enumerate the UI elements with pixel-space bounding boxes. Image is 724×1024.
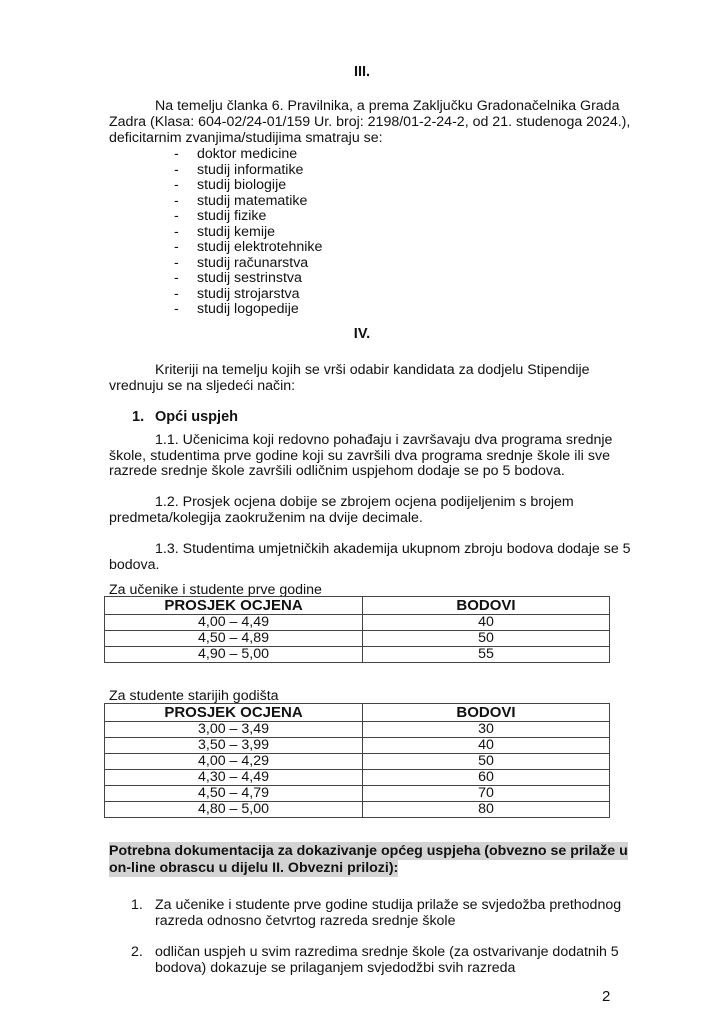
column-header-grade-average: PROSJEK OCJENA [105,704,363,722]
table-row [105,647,610,663]
grade-range-cell: 3,50 – 3,99 [105,738,363,754]
table-row [105,615,610,631]
grade-table-first-year [104,596,610,663]
grade-range-cell: 4,50 – 4,79 [105,786,363,802]
grade-range-cell: 4,00 – 4,49 [105,615,363,631]
table-row [105,722,610,738]
column-header-points: BODOVI [363,597,610,615]
points-cell: 50 [363,754,610,770]
grade-range-cell: 4,90 – 5,00 [105,647,363,663]
paragraph-1-1-line-3: razrede srednje škole završili odličnim uspjehom dodaje se po 5 bodova. [109,463,565,479]
section4-intro-line-2: vrednuju se na sljedeći način: [109,378,296,394]
list-item-text: studij kemije [197,224,276,240]
list-item-text: studij sestrinstva [197,270,302,286]
bullet-dash: - [174,255,179,271]
grade-range-cell: 4,00 – 4,29 [105,754,363,770]
bullet-dash: - [174,270,179,286]
list-number: 1. [131,897,143,913]
table-row [105,786,610,802]
section3-intro-line-2: Zadra (Klasa: 604-02/24-01/159 Ur. broj: 2198/01-2-24-2, od 21. studenoga 2024.), [109,114,631,130]
section-heading-iv: IV. [353,326,371,342]
list-number: 2. [131,944,143,960]
documentation-heading [109,843,628,859]
grade-range-cell: 4,50 – 4,89 [105,631,363,647]
list-item-line: Za učenike i studente prve godine studija prilaže se svjedožba prethodnog [155,897,622,913]
bullet-dash: - [174,208,179,224]
table-row [105,754,610,770]
points-cell: 40 [363,738,610,754]
page-number: 2 [602,988,611,1005]
points-cell: 60 [363,770,610,786]
bullet-dash: - [174,162,179,178]
grade-range-cell: 4,30 – 4,49 [105,770,363,786]
table-header-row [105,704,610,722]
list-item-line: razreda odnosno četvrtog razreda srednje škole [155,913,456,929]
list-item-text: doktor medicine [197,146,298,162]
section4-intro-line-1: Kriteriji na temelju kojih se vrši odabir kandidata za dodjelu Stipendije [155,362,590,378]
paragraph-1-3-line-1: 1.3. Studentima umjetničkih akademija ukupnom zbroju bodova dodaje se 5 [155,541,631,557]
points-cell: 70 [363,786,610,802]
points-cell: 50 [363,631,610,647]
paragraph-1-1-line-1: 1.1. Učenicima koji redovno pohađaju i završavaju dva programa srednje [155,432,613,448]
list-item-text: studij matematike [197,193,308,209]
points-cell: 40 [363,615,610,631]
points-cell: 30 [363,722,610,738]
grade-range-cell: 4,80 – 5,00 [105,802,363,818]
paragraph-1-3-line-2: bodova. [109,557,160,573]
highlighted-text-line-2: on-line obrascu u dijelu II. Obvezni prilozi): [109,860,399,876]
subsection-title: Opći uspjeh [155,409,238,425]
highlighted-text-line-1: Potrebna dokumentacija za dokazivanje općeg uspjeha (obvezno se prilaže u [109,843,628,859]
list-item-text: studij strojarstva [197,286,300,302]
section3-intro-line-3: deficitarnim zvanjima/studijima smatraju se: [109,130,383,146]
bullet-dash: - [174,239,179,255]
documentation-heading-cont [109,860,398,876]
table1-caption: Za učenike i studente prve godine [109,582,322,598]
list-item-text: studij biologije [197,177,287,193]
column-header-grade-average: PROSJEK OCJENA [105,597,363,615]
section-heading-iii: III. [353,64,371,80]
table-row [105,631,610,647]
subsection-number: 1. [132,409,145,425]
paragraph-1-1-line-2: škole, studentima prve godine koji su završili dva programa srednje škole ili sve [109,448,610,464]
paragraph-1-2-line-2: predmeta/kolegija zaokruženim na dvije decimale. [109,510,423,526]
list-item-text: studij fizike [197,208,267,224]
list-item-text: studij logopedije [197,301,299,317]
list-item-text: studij elektrotehnike [197,239,323,255]
grade-range-cell: 3,00 – 3,49 [105,722,363,738]
list-item-text: studij računarstva [197,255,309,271]
table-row [105,770,610,786]
section3-intro-line-1: Na temelju članka 6. Pravilnika, a prema Zaključku Gradonačelnika Grada [155,98,620,114]
table-row [105,738,610,754]
bullet-dash: - [174,193,179,209]
bullet-dash: - [174,177,179,193]
column-header-points: BODOVI [363,704,610,722]
table-row [105,802,610,818]
grade-table-older-students [104,703,610,818]
points-cell: 55 [363,647,610,663]
table2-caption: Za studente starijih godišta [109,688,279,704]
table-header-row [105,597,610,615]
bullet-dash: - [174,224,179,240]
bullet-dash: - [174,146,179,162]
list-item-text: studij informatike [197,162,304,178]
bullet-dash: - [174,301,179,317]
paragraph-1-2-line-1: 1.2. Prosjek ocjena dobije se zbrojem ocjena podijeljenim s brojem [155,494,574,510]
points-cell: 80 [363,802,610,818]
list-item-line: bodova) dokazuje se prilaganjem svjedodžbi svih razreda [155,960,516,976]
bullet-dash: - [174,286,179,302]
list-item-line: odličan uspjeh u svim razredima srednje škole (za ostvarivanje dodatnih 5 [155,944,619,960]
